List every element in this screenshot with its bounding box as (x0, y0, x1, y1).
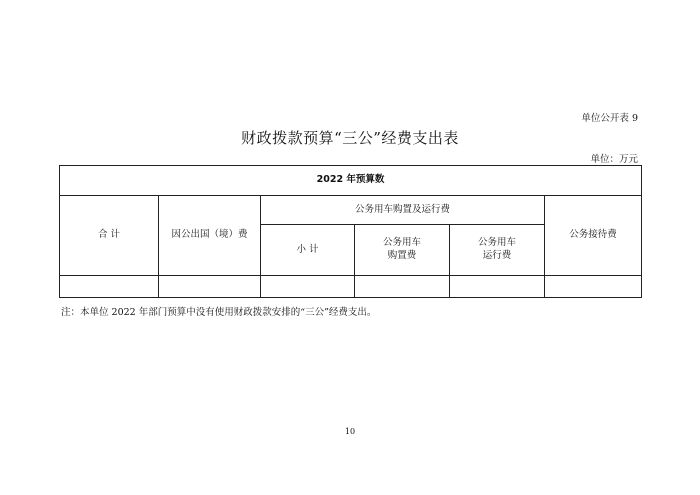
table-cell (545, 276, 642, 298)
table-cell (450, 276, 545, 298)
vehicle-purchase-header: 公务用车 购置费 (355, 225, 450, 276)
table-cell (159, 276, 261, 298)
three-public-expenses-table (59, 165, 642, 298)
table-cell (261, 276, 355, 298)
year-budget-header: 2022 年预算数 (60, 166, 642, 196)
footnote: 注：本单位 2022 年部门预算中没有使用财政拨款安排的“三公”经费支出。 (61, 307, 377, 318)
unit-label: 单位：万元 (590, 154, 638, 165)
vehicle-operation-header: 公务用车 运行费 (450, 225, 545, 276)
subtotal-header: 小 计 (261, 225, 355, 276)
vehicle-group-header: 公务用车购置及运行费 (261, 196, 545, 225)
total-header: 合 计 (60, 196, 159, 276)
page-number: 10 (344, 427, 356, 436)
abroad-expense-header: 因公出国（境）费 (159, 196, 261, 276)
document-title: 财政拨款预算“三公”经费支出表 (241, 129, 459, 147)
form-number: 单位公开表 9 (581, 113, 638, 124)
table-cell (60, 276, 159, 298)
table-cell (355, 276, 450, 298)
reception-expense-header: 公务接待费 (545, 196, 642, 276)
